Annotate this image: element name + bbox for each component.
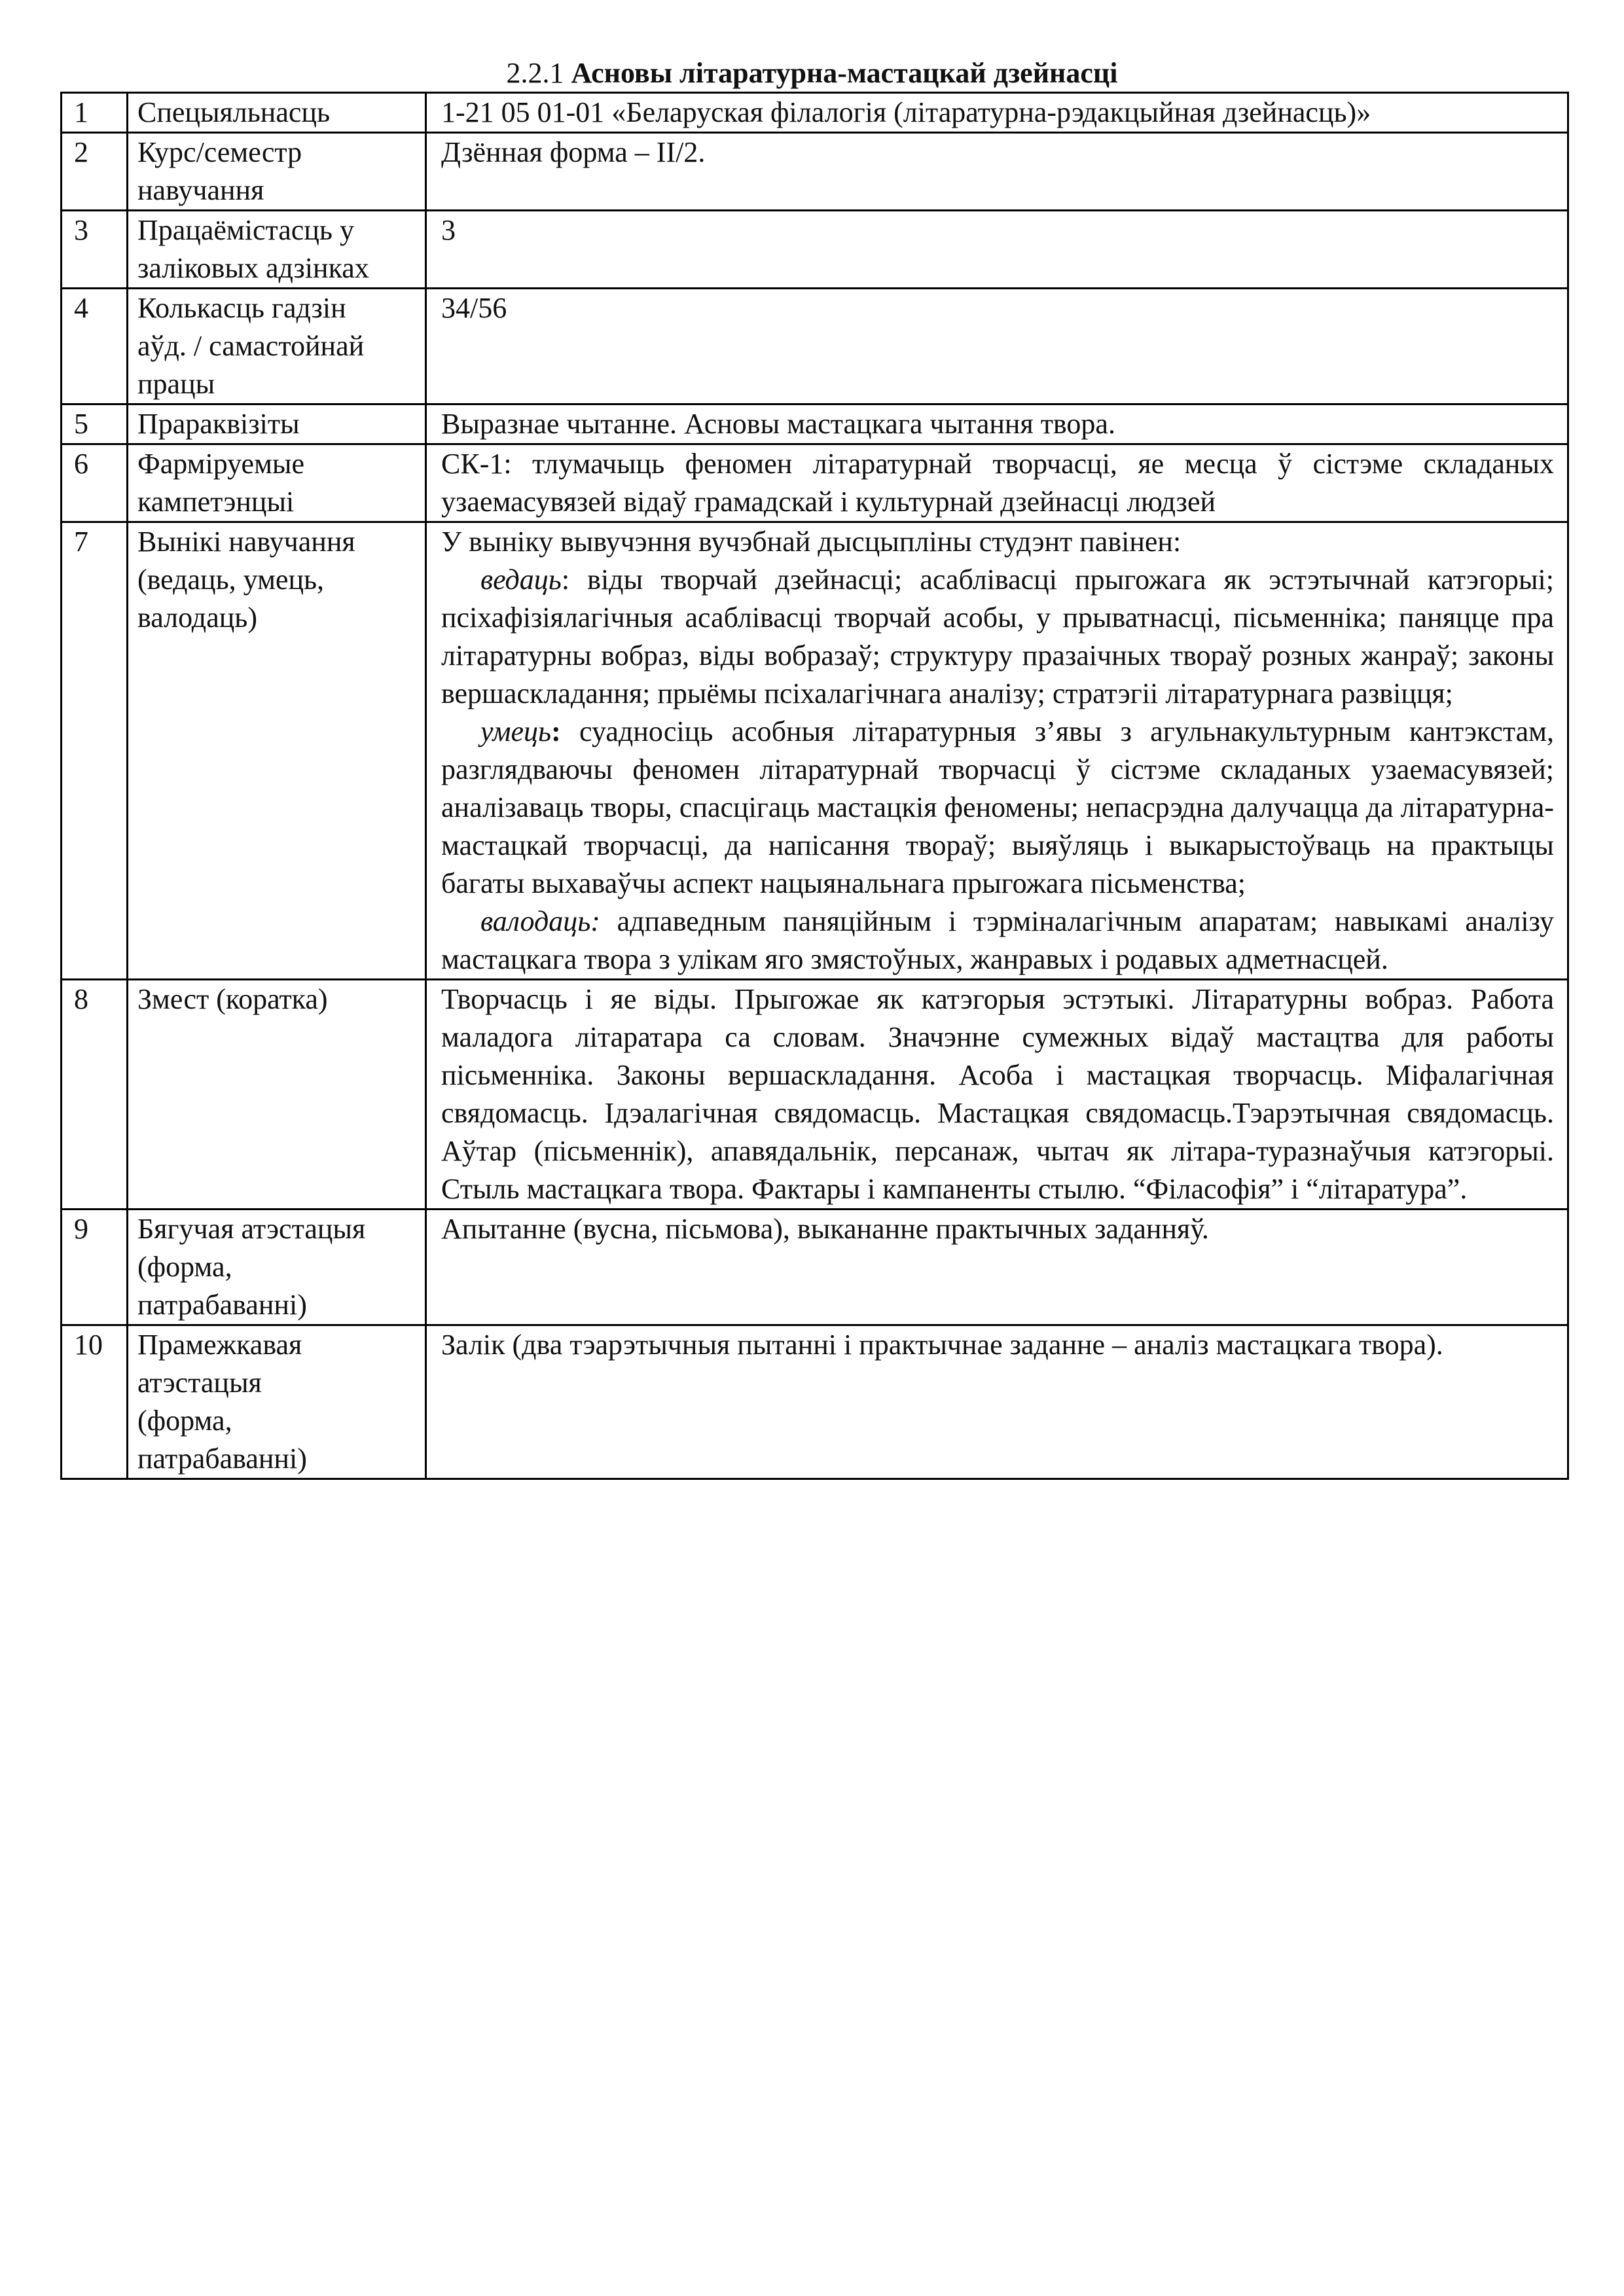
row-label-line: Прамежкавая xyxy=(137,1329,302,1361)
row-label xyxy=(128,522,426,980)
row-label xyxy=(128,444,426,522)
row-label xyxy=(128,93,426,133)
row-value: 1-21 05 01-01 «Беларуская філалогія (літаратурна-рэдакцыйная дзейнасць)» xyxy=(426,93,1568,133)
row-label xyxy=(128,1210,426,1325)
row-value: Творчасць і яе віды. Прыгожае як катэгорыя эстэтыкі. Літаратурны вобраз. Работа маладога літаратара са словам. Значэнне сумежных відаў мастацтва для работы пісьменніка. Законы вершаскладання. Асоба і мастацкая творчасць. Міфалагічная свядомасць. Ідэалагічная свядомасць. Мастацкая свядомасць.Тэарэтычная свядомасць. Аўтар (пісьменнік), апавядальнік, персанаж, чытач як літара-туразнаўчыя катэгорыі. Стыль мастацкага твора. Фактары і кампаненты стылю. “Філасофія” і “літаратура”. xyxy=(426,980,1568,1210)
row-number: 10 xyxy=(62,1325,128,1479)
row-label xyxy=(128,404,426,444)
table-row xyxy=(62,522,1568,980)
row-label-line: Змест (коратка) xyxy=(137,983,328,1015)
own-label: валодаць: xyxy=(480,905,600,937)
row-label-line: Вынікі навучання xyxy=(137,526,355,558)
row-number: 5 xyxy=(62,404,128,444)
table-row xyxy=(62,444,1568,522)
page-title xyxy=(0,55,1624,92)
row-label-line: Прараквізіты xyxy=(137,408,300,440)
row-label-line: (форма, xyxy=(137,1251,232,1283)
row-label-line: аўд. / самастойнай xyxy=(137,330,365,362)
row-value: Выразнае чытанне. Асновы мастацкага чытання твора. xyxy=(426,404,1568,444)
row-value: Дзённая форма – II/2. xyxy=(426,133,1568,211)
table-row xyxy=(62,289,1568,404)
table-row xyxy=(62,404,1568,444)
own-text: адпаведным паняційным і тэрміналагічным апаратам; навыкамі аналізу мастацкага твора з улікам яго змястоўных, жанравых і родавых адметнасцей. xyxy=(441,905,1554,975)
row-number: 8 xyxy=(62,980,128,1210)
row-label-line: Колькасць гадзін xyxy=(137,292,346,324)
row-value: Залік (два тэарэтычныя пытанні і практычнае заданне – аналіз мастацкага твора). xyxy=(426,1325,1568,1479)
row-label-line: атэстацыя xyxy=(137,1367,262,1399)
row-label-line: патрабаванні) xyxy=(137,1443,307,1475)
row-label xyxy=(128,289,426,404)
row-number: 1 xyxy=(62,93,128,133)
row-number: 4 xyxy=(62,289,128,404)
can-label: умець xyxy=(480,715,552,747)
table-row xyxy=(62,133,1568,211)
row-label-line: (ведаць, умець, xyxy=(137,564,325,596)
row-label xyxy=(128,133,426,211)
row-label-line: Спецыяльнасць xyxy=(137,96,331,128)
can-colon: : xyxy=(551,715,561,747)
section-number: 2.2.1 xyxy=(506,57,564,89)
row-label-line: заліковых адзінках xyxy=(137,252,369,284)
row-number: 7 xyxy=(62,522,128,980)
row-label xyxy=(128,211,426,289)
row-label-line: Фарміруемые xyxy=(137,448,304,480)
table-row xyxy=(62,211,1568,289)
outcomes-know xyxy=(441,561,1554,713)
row-label-line: Працаёмістасць у xyxy=(137,214,354,246)
row-label-line: кампетэнцыі xyxy=(137,486,295,518)
row-number: 9 xyxy=(62,1210,128,1325)
row-label-line: валодаць) xyxy=(137,601,257,634)
row-value: 34/56 xyxy=(426,289,1568,404)
row-number: 6 xyxy=(62,444,128,522)
row-label-line: (форма, xyxy=(137,1405,232,1437)
outcomes-intro: У выніку вывучэння вучэбнай дысцыпліны студэнт павінен: xyxy=(441,526,1182,558)
table-row xyxy=(62,93,1568,133)
know-label: ведаць xyxy=(480,564,562,596)
row-label-line: патрабаванні) xyxy=(137,1289,307,1321)
row-value: СК-1: тлумачыць феномен літаратурнай творчасці, яе месца ў сістэме складаных узаемасувязей відаў грамадскай і культурнай дзейнасці людзей xyxy=(426,444,1568,522)
section-title: Асновы літаратурна-мастацкай дзейнасці xyxy=(571,57,1118,89)
table-row xyxy=(62,980,1568,1210)
row-number: 2 xyxy=(62,133,128,211)
can-text: суадносіць асобныя літаратурныя з’явы з агульнакультурным кантэкстам, разглядваючы феномен літаратурнай творчасці ў сістэме складаных узаемасувязей; аналізаваць творы, спасцігаць мастацкія феномены; непасрэдна далучацца да літаратурна-мастацкай творчасці, да напісання твораў; выяўляць і выкарыстоўваць на практыцы багаты выхаваўчы аспект нацыянальнага прыгожага пісьменства; xyxy=(441,715,1554,899)
row-value: 3 xyxy=(426,211,1568,289)
row-value: Апытанне (вусна, пісьмова), выкананне практычных заданняў. xyxy=(426,1210,1568,1325)
table-row xyxy=(62,1210,1568,1325)
outcomes-can xyxy=(441,713,1554,903)
row-label xyxy=(128,980,426,1210)
row-label-line: Курс/семестр xyxy=(137,136,302,168)
outcomes-own xyxy=(441,903,1554,978)
row-label-line: працы xyxy=(137,368,215,400)
row-label-line: навучання xyxy=(137,174,264,206)
row-label xyxy=(128,1325,426,1479)
table-row xyxy=(62,1325,1568,1479)
row-number: 3 xyxy=(62,211,128,289)
row-label-line: Бягучая атэстацыя xyxy=(137,1213,366,1245)
learning-outcomes xyxy=(426,522,1568,980)
course-info-table xyxy=(60,92,1569,1480)
know-text: : віды творчай дзейнасці; асаблівасці прыгожага як эстэтычнай катэгорыі; псіхафізіялагічныя асаблівасці творчай асобы, у прыватнасці, пісьменніка; паняцце пра літаратурны вобраз, віды вобразаў; структуру празаічных твораў розных жанраў; законы вершаскладання; прыёмы псіхалагічнага аналізу; стратэгіі літаратурнага развіцця; xyxy=(441,564,1554,709)
